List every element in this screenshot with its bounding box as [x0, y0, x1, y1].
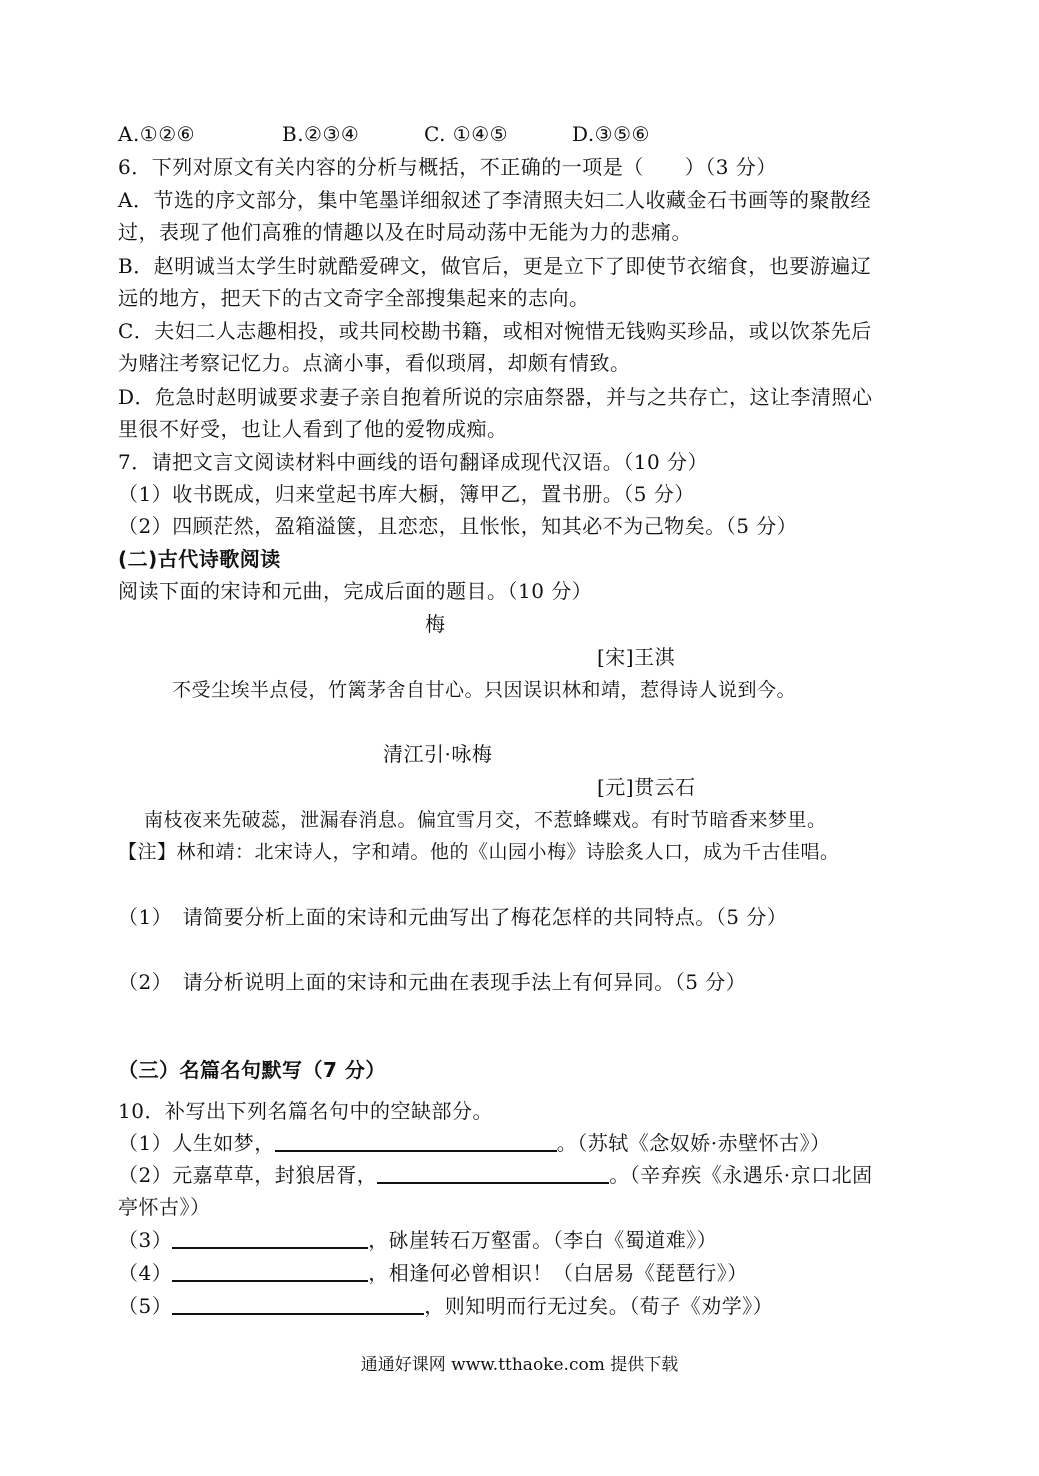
fill-blank-2[interactable] — [377, 1162, 609, 1184]
poetry-question-1: （1） 请简要分析上面的宋诗和元曲写出了梅花怎样的共同特点。（5 分） — [118, 905, 788, 929]
answer-options — [118, 120, 650, 148]
poem-note: 【注】林和靖：北宋诗人，字和靖。他的《山园小梅》诗脍炙人口，成为千古佳唱。 — [118, 841, 840, 863]
q6-option-d-line2: 里很不好受，也让人看到了他的爱物成痴。 — [118, 417, 508, 441]
fill-blank-5[interactable] — [172, 1293, 424, 1315]
q6-option-c-line1: C．夫妇二人志趣相投，或共同校勘书籍，或相对惋惜无钱购买珍品，或以饮茶先后 — [118, 319, 872, 343]
fill-blank-4[interactable] — [172, 1260, 368, 1282]
option-b: B.②③④ — [282, 122, 360, 146]
q6-option-b-line1: B．赵明诚当太学生时就酷爱碑文，做官后，更是立下了即使节衣缩食，也要游遍辽 — [118, 254, 872, 278]
poem1-author: [宋]王淇 — [597, 645, 676, 669]
poem2-title: 清江引·咏梅 — [383, 742, 493, 766]
poetry-question-2: （2） 请分析说明上面的宋诗和元曲在表现手法上有何异同。（5 分） — [118, 970, 747, 994]
recite-item-4: （4） ，相逢何必曾相识！（白居易《琵琶行》） — [118, 1261, 748, 1285]
q6-option-a-line2: 过，表现了他们高雅的情趣以及在时局动荡中无能为力的悲痛。 — [118, 220, 692, 244]
recite-item-2-cont: 亭怀古》） — [118, 1195, 211, 1219]
poem1-title: 梅 — [425, 612, 446, 636]
option-d: D.③⑤⑥ — [572, 122, 650, 146]
page-footer: 通通好课网 www.tthaoke.com 提供下载 — [360, 1355, 679, 1375]
q6-option-d-line1: D．危急时赵明诚要求妻子亲自抱着所说的宗庙祭器，并与之共存亡，这让李清照心 — [118, 385, 873, 409]
option-a: A.①②⑥ — [118, 122, 196, 146]
section-3-heading: （三）名篇名句默写（7 分） — [118, 1058, 386, 1082]
q6-stem: 6．下列对原文有关内容的分析与概括，不正确的一项是（ ）（3 分） — [118, 155, 777, 179]
q7-sentence-2: （2）四顾茫然，盈箱溢箧，且恋恋，且怅怅，知其必不为己物矣。（5 分） — [118, 514, 798, 538]
q7-stem: 7．请把文言文阅读材料中画线的语句翻译成现代汉语。（10 分） — [118, 450, 709, 474]
section-2-heading: (二)古代诗歌阅读 — [118, 547, 281, 571]
q10-stem: 10．补写出下列名篇名句中的空缺部分。 — [118, 1099, 493, 1123]
recite-item-1: （1）人生如梦， 。（苏轼《念奴娇·赤壁怀古》） — [118, 1131, 831, 1155]
recite-item-2: （2）元嘉草草，封狼居胥， 。（辛弃疾《永遇乐·京口北固 — [118, 1163, 873, 1187]
poem1-text: 不受尘埃半点侵，竹篱茅舍自甘心。只因误识林和靖，惹得诗人说到今。 — [172, 679, 797, 701]
recite-item-5: （5） ，则知明而行无过矣。（荀子《劝学》） — [118, 1294, 774, 1318]
q6-option-a-line1: A．节选的序文部分，集中笔墨详细叙述了李清照夫妇二人收藏金石书画等的聚散经 — [118, 188, 871, 212]
poetry-intro: 阅读下面的宋诗和元曲，完成后面的题目。（10 分） — [118, 579, 593, 603]
recite-item-3: （3） ，砯崖转石万壑雷。（李白《蜀道难》） — [118, 1228, 718, 1252]
option-c: C. ①④⑤ — [424, 122, 509, 146]
q6-option-b-line2: 远的地方，把天下的古文奇字全部搜集起来的志向。 — [118, 286, 590, 310]
fill-blank-1[interactable] — [275, 1130, 557, 1152]
q6-option-c-line2: 为赌注考察记忆力。点滴小事，看似琐屑，却颇有情致。 — [118, 351, 631, 375]
q7-sentence-1: （1）收书既成，归来堂起书库大橱，簿甲乙，置书册。（5 分） — [118, 482, 695, 506]
fill-blank-3[interactable] — [172, 1227, 368, 1249]
poem2-author: [元]贯云石 — [597, 775, 696, 799]
poem2-text: 南枝夜来先破蕊，泄漏春消息。偏宜雪月交，不惹蜂蝶戏。有时节暗香来梦里。 — [144, 809, 827, 831]
